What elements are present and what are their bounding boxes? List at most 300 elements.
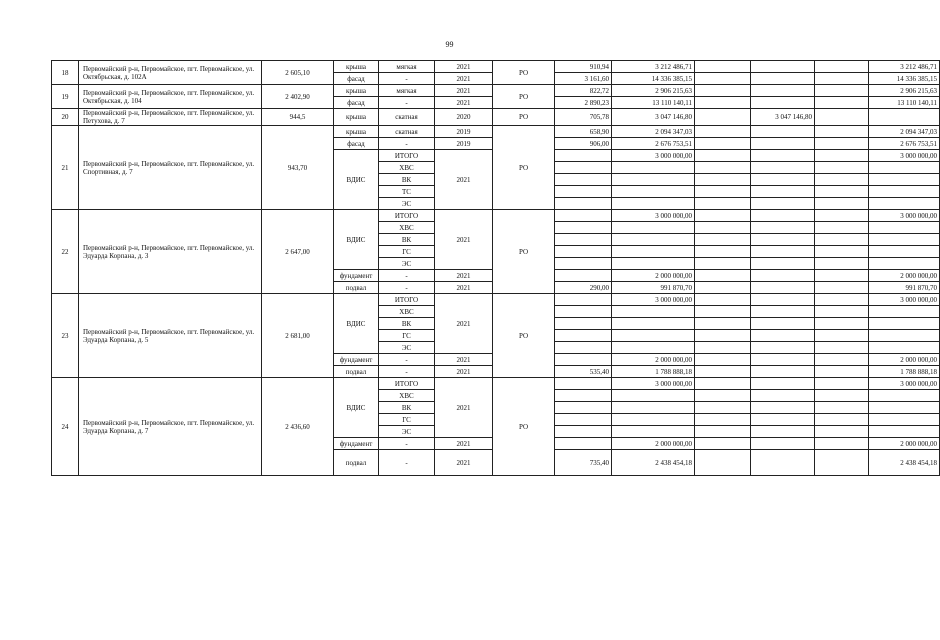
extra-cell-2	[751, 306, 815, 318]
extra-cell-1	[695, 366, 751, 378]
material-cell: -	[379, 73, 435, 85]
vdis-subsystem: ХВС	[379, 306, 435, 318]
material-cell: -	[379, 282, 435, 294]
element-cell: подвал	[334, 450, 379, 476]
total-cell: 2 906 215,63	[869, 85, 940, 97]
cost-cell: 2 906 215,63	[612, 85, 695, 97]
extra-cell-1	[695, 330, 751, 342]
fund-source-cell: РО	[493, 210, 555, 294]
total-cell	[869, 390, 940, 402]
element-cell: подвал	[334, 366, 379, 378]
volume-cell	[555, 198, 612, 210]
address-cell: Первомайский р-н, Первомайское, пгт. Первомайское, ул. Октябрьская, д. 102А	[79, 61, 262, 85]
vdis-subsystem: ИТОГО	[379, 150, 435, 162]
extra-cell-3	[815, 306, 869, 318]
vdis-subsystem: ВК	[379, 234, 435, 246]
fund-source-cell: РО	[493, 109, 555, 126]
extra-cell-1	[695, 450, 751, 476]
extra-cell-2	[751, 426, 815, 438]
extra-cell-3	[815, 61, 869, 73]
extra-cell-2	[751, 354, 815, 366]
row-number: 18	[52, 61, 79, 85]
volume-cell	[555, 150, 612, 162]
extra-cell-1	[695, 270, 751, 282]
element-cell: крыша	[334, 126, 379, 138]
extra-cell-3	[815, 73, 869, 85]
extra-cell-2	[751, 150, 815, 162]
total-cell: 2 438 454,18	[869, 450, 940, 476]
total-cell	[869, 258, 940, 270]
cost-cell: 2 000 000,00	[612, 270, 695, 282]
cost-cell	[612, 246, 695, 258]
extra-cell-1	[695, 342, 751, 354]
total-cell	[869, 174, 940, 186]
extra-cell-3	[815, 186, 869, 198]
extra-cell-2	[751, 402, 815, 414]
volume-cell	[555, 270, 612, 282]
extra-cell-1	[695, 186, 751, 198]
total-cell: 3 212 486,71	[869, 61, 940, 73]
vdis-subsystem: ИТОГО	[379, 210, 435, 222]
vdis-subsystem: ЭС	[379, 198, 435, 210]
extra-cell-1	[695, 426, 751, 438]
total-cell	[869, 246, 940, 258]
extra-cell-1	[695, 198, 751, 210]
extra-cell-1	[695, 258, 751, 270]
year-cell: 2021	[435, 450, 493, 476]
element-cell: подвал	[334, 282, 379, 294]
area-cell: 2 402,90	[262, 85, 334, 109]
element-cell: фасад	[334, 138, 379, 150]
area-cell: 2 681,00	[262, 294, 334, 378]
total-cell	[869, 426, 940, 438]
volume-cell	[555, 210, 612, 222]
vdis-subsystem: ЭС	[379, 258, 435, 270]
total-cell	[869, 162, 940, 174]
volume-cell: 910,94	[555, 61, 612, 73]
volume-cell: 3 161,60	[555, 73, 612, 85]
total-cell: 991 870,70	[869, 282, 940, 294]
table-row	[52, 109, 940, 126]
material-cell: мягкая	[379, 85, 435, 97]
row-number: 20	[52, 109, 79, 126]
vdis-label: ВДИС	[334, 294, 379, 354]
total-cell: 2 000 000,00	[869, 270, 940, 282]
table-row	[52, 85, 940, 97]
table-row	[52, 294, 940, 306]
extra-cell-3	[815, 294, 869, 306]
fund-source-cell: РО	[493, 378, 555, 476]
volume-cell: 705,78	[555, 109, 612, 126]
capital-repair-table	[51, 60, 940, 476]
volume-cell	[555, 414, 612, 426]
extra-cell-3	[815, 450, 869, 476]
fund-source-cell: РО	[493, 126, 555, 210]
cost-cell	[612, 162, 695, 174]
volume-cell	[555, 306, 612, 318]
extra-cell-3	[815, 270, 869, 282]
extra-cell-2	[751, 61, 815, 73]
material-cell: скатная	[379, 126, 435, 138]
cost-cell: 3 000 000,00	[612, 294, 695, 306]
extra-cell-3	[815, 97, 869, 109]
extra-cell-3	[815, 85, 869, 97]
total-cell	[869, 414, 940, 426]
volume-cell: 735,40	[555, 450, 612, 476]
extra-cell-2	[751, 294, 815, 306]
extra-cell-2	[751, 162, 815, 174]
extra-cell-3	[815, 258, 869, 270]
address-cell: Первомайский р-н, Первомайское, пгт. Первомайское, ул. Спортивная, д. 7	[79, 126, 262, 210]
volume-cell	[555, 294, 612, 306]
total-cell	[869, 198, 940, 210]
extra-cell-3	[815, 318, 869, 330]
material-cell: -	[379, 438, 435, 450]
volume-cell	[555, 438, 612, 450]
cost-cell	[612, 306, 695, 318]
volume-cell: 290,00	[555, 282, 612, 294]
element-cell: фундамент	[334, 438, 379, 450]
table-row	[52, 378, 940, 390]
year-cell: 2021	[435, 61, 493, 73]
vdis-subsystem: ТС	[379, 186, 435, 198]
row-number: 23	[52, 294, 79, 378]
element-cell: фундамент	[334, 354, 379, 366]
cost-cell	[612, 198, 695, 210]
year-cell: 2021	[435, 438, 493, 450]
extra-cell-2	[751, 198, 815, 210]
table-row	[52, 210, 940, 222]
cost-cell: 3 000 000,00	[612, 150, 695, 162]
extra-cell-1	[695, 378, 751, 390]
material-cell: -	[379, 97, 435, 109]
cost-cell	[612, 258, 695, 270]
volume-cell	[555, 426, 612, 438]
year-cell: 2021	[435, 97, 493, 109]
year-cell: 2021	[435, 366, 493, 378]
cost-cell: 2 438 454,18	[612, 450, 695, 476]
area-cell: 944,5	[262, 109, 334, 126]
vdis-label: ВДИС	[334, 378, 379, 438]
element-cell: крыша	[334, 109, 379, 126]
extra-cell-2	[751, 330, 815, 342]
cost-cell	[612, 186, 695, 198]
volume-cell	[555, 378, 612, 390]
cost-cell	[612, 318, 695, 330]
total-cell	[869, 306, 940, 318]
volume-cell: 535,40	[555, 366, 612, 378]
vdis-year: 2021	[435, 150, 493, 210]
volume-cell	[555, 222, 612, 234]
cost-cell: 2 676 753,51	[612, 138, 695, 150]
volume-cell	[555, 330, 612, 342]
vdis-subsystem: ВК	[379, 174, 435, 186]
volume-cell	[555, 402, 612, 414]
total-cell	[869, 222, 940, 234]
row-number: 24	[52, 378, 79, 476]
extra-cell-1	[695, 438, 751, 450]
extra-cell-3	[815, 426, 869, 438]
extra-cell-2	[751, 390, 815, 402]
extra-cell-2	[751, 366, 815, 378]
cost-cell	[612, 234, 695, 246]
vdis-year: 2021	[435, 378, 493, 438]
extra-cell-3	[815, 210, 869, 222]
fund-source-cell: РО	[493, 85, 555, 109]
extra-cell-2	[751, 378, 815, 390]
row-number: 22	[52, 210, 79, 294]
total-cell	[869, 342, 940, 354]
cost-cell	[612, 330, 695, 342]
row-number: 21	[52, 126, 79, 210]
cost-cell: 3 212 486,71	[612, 61, 695, 73]
year-cell: 2019	[435, 138, 493, 150]
material-cell: -	[379, 138, 435, 150]
extra-cell-1	[695, 85, 751, 97]
extra-cell-2	[751, 73, 815, 85]
year-cell: 2021	[435, 85, 493, 97]
extra-cell-3	[815, 414, 869, 426]
extra-cell-1	[695, 402, 751, 414]
address-cell: Первомайский р-н, Первомайское, пгт. Первомайское, ул. Октябрьская, д. 104	[79, 85, 262, 109]
element-cell: крыша	[334, 61, 379, 73]
total-cell: 2 676 753,51	[869, 138, 940, 150]
extra-cell-1	[695, 414, 751, 426]
extra-cell-3	[815, 354, 869, 366]
extra-cell-2	[751, 85, 815, 97]
fund-source-cell: РО	[493, 61, 555, 85]
extra-cell-1	[695, 126, 751, 138]
extra-cell-2	[751, 222, 815, 234]
total-cell: 2 000 000,00	[869, 438, 940, 450]
extra-cell-3	[815, 162, 869, 174]
vdis-subsystem: ВК	[379, 318, 435, 330]
volume-cell: 822,72	[555, 85, 612, 97]
cost-cell	[612, 402, 695, 414]
total-cell: 1 788 888,18	[869, 366, 940, 378]
extra-cell-2	[751, 342, 815, 354]
extra-cell-3	[815, 222, 869, 234]
material-cell: -	[379, 270, 435, 282]
vdis-label: ВДИС	[334, 150, 379, 210]
extra-cell-2	[751, 318, 815, 330]
area-cell: 2 436,60	[262, 378, 334, 476]
volume-cell	[555, 162, 612, 174]
volume-cell	[555, 318, 612, 330]
extra-cell-3	[815, 342, 869, 354]
cost-cell: 3 000 000,00	[612, 210, 695, 222]
extra-cell-2	[751, 414, 815, 426]
vdis-subsystem: ЭС	[379, 426, 435, 438]
cost-cell: 14 336 385,15	[612, 73, 695, 85]
extra-cell-3	[815, 109, 869, 126]
total-cell: 13 110 140,11	[869, 97, 940, 109]
extra-cell-1	[695, 282, 751, 294]
total-cell	[869, 318, 940, 330]
element-cell: фундамент	[334, 270, 379, 282]
area-cell: 2 605,10	[262, 61, 334, 85]
vdis-year: 2021	[435, 294, 493, 354]
year-cell: 2020	[435, 109, 493, 126]
extra-cell-3	[815, 282, 869, 294]
vdis-subsystem: ИТОГО	[379, 294, 435, 306]
extra-cell-3	[815, 378, 869, 390]
extra-cell-1	[695, 138, 751, 150]
vdis-label: ВДИС	[334, 210, 379, 270]
extra-cell-2	[751, 270, 815, 282]
cost-cell	[612, 174, 695, 186]
vdis-year: 2021	[435, 210, 493, 270]
volume-cell: 658,90	[555, 126, 612, 138]
extra-cell-3	[815, 150, 869, 162]
area-cell: 943,70	[262, 126, 334, 210]
volume-cell	[555, 246, 612, 258]
cost-cell	[612, 342, 695, 354]
extra-cell-1	[695, 174, 751, 186]
extra-cell-2	[751, 138, 815, 150]
extra-cell-3	[815, 138, 869, 150]
extra-cell-1	[695, 390, 751, 402]
extra-cell-2	[751, 210, 815, 222]
year-cell: 2021	[435, 270, 493, 282]
total-cell	[869, 186, 940, 198]
cost-cell	[612, 390, 695, 402]
area-cell: 2 647,00	[262, 210, 334, 294]
vdis-subsystem: ВК	[379, 402, 435, 414]
volume-cell	[555, 354, 612, 366]
material-cell: -	[379, 366, 435, 378]
extra-cell-2	[751, 174, 815, 186]
extra-cell-2	[751, 258, 815, 270]
total-cell	[869, 109, 940, 126]
extra-cell-1	[695, 210, 751, 222]
extra-cell-1	[695, 162, 751, 174]
extra-cell-2	[751, 450, 815, 476]
cost-cell: 13 110 140,11	[612, 97, 695, 109]
material-cell: -	[379, 450, 435, 476]
cost-cell: 3 047 146,80	[612, 109, 695, 126]
vdis-subsystem: ХВС	[379, 390, 435, 402]
total-cell: 14 336 385,15	[869, 73, 940, 85]
extra-cell-1	[695, 61, 751, 73]
cost-cell	[612, 222, 695, 234]
material-cell: -	[379, 354, 435, 366]
cost-cell: 3 000 000,00	[612, 378, 695, 390]
table-row	[52, 126, 940, 138]
extra-cell-1	[695, 246, 751, 258]
vdis-subsystem: ГС	[379, 246, 435, 258]
address-cell: Первомайский р-н, Первомайское, пгт. Первомайское, ул. Эдуарда Корпана, д. 3	[79, 210, 262, 294]
extra-cell-2	[751, 97, 815, 109]
element-cell: крыша	[334, 85, 379, 97]
total-cell	[869, 330, 940, 342]
extra-cell-2	[751, 246, 815, 258]
total-cell: 3 000 000,00	[869, 210, 940, 222]
extra-cell-3	[815, 438, 869, 450]
vdis-subsystem: ХВС	[379, 162, 435, 174]
extra-cell-2	[751, 234, 815, 246]
year-cell: 2021	[435, 73, 493, 85]
extra-cell-3	[815, 198, 869, 210]
total-cell: 3 000 000,00	[869, 294, 940, 306]
extra-cell-2	[751, 126, 815, 138]
volume-cell	[555, 234, 612, 246]
address-cell: Первомайский р-н, Первомайское, пгт. Первомайское, ул. Петухова, д. 7	[79, 109, 262, 126]
volume-cell	[555, 186, 612, 198]
extra-cell-1	[695, 150, 751, 162]
cost-cell: 991 870,70	[612, 282, 695, 294]
volume-cell	[555, 258, 612, 270]
row-number: 19	[52, 85, 79, 109]
volume-cell	[555, 342, 612, 354]
extra-cell-3	[815, 366, 869, 378]
vdis-subsystem: ЭС	[379, 342, 435, 354]
vdis-subsystem: ИТОГО	[379, 378, 435, 390]
cost-cell	[612, 414, 695, 426]
total-cell	[869, 402, 940, 414]
extra-cell-2	[751, 438, 815, 450]
total-cell: 3 000 000,00	[869, 150, 940, 162]
extra-cell-1	[695, 294, 751, 306]
vdis-subsystem: ГС	[379, 330, 435, 342]
cost-cell: 1 788 888,18	[612, 366, 695, 378]
vdis-subsystem: ГС	[379, 414, 435, 426]
cost-cell: 2 094 347,03	[612, 126, 695, 138]
extra-cell-2: 3 047 146,80	[751, 109, 815, 126]
material-cell: мягкая	[379, 61, 435, 73]
extra-cell-3	[815, 330, 869, 342]
element-cell: фасад	[334, 97, 379, 109]
extra-cell-2	[751, 282, 815, 294]
extra-cell-1	[695, 97, 751, 109]
extra-cell-3	[815, 234, 869, 246]
extra-cell-3	[815, 402, 869, 414]
extra-cell-1	[695, 318, 751, 330]
total-cell	[869, 234, 940, 246]
year-cell: 2021	[435, 282, 493, 294]
volume-cell: 906,00	[555, 138, 612, 150]
table-row	[52, 61, 940, 73]
extra-cell-3	[815, 174, 869, 186]
year-cell: 2019	[435, 126, 493, 138]
extra-cell-1	[695, 306, 751, 318]
extra-cell-1	[695, 109, 751, 126]
total-cell: 3 000 000,00	[869, 378, 940, 390]
material-cell: скатная	[379, 109, 435, 126]
extra-cell-1	[695, 222, 751, 234]
year-cell: 2021	[435, 354, 493, 366]
total-cell: 2 094 347,03	[869, 126, 940, 138]
address-cell: Первомайский р-н, Первомайское, пгт. Первомайское, ул. Эдуарда Корпана, д. 7	[79, 378, 262, 476]
extra-cell-3	[815, 390, 869, 402]
extra-cell-1	[695, 234, 751, 246]
cost-cell: 2 000 000,00	[612, 354, 695, 366]
extra-cell-1	[695, 354, 751, 366]
volume-cell	[555, 390, 612, 402]
volume-cell	[555, 174, 612, 186]
volume-cell: 2 890,23	[555, 97, 612, 109]
extra-cell-3	[815, 246, 869, 258]
total-cell: 2 000 000,00	[869, 354, 940, 366]
element-cell: фасад	[334, 73, 379, 85]
address-cell: Первомайский р-н, Первомайское, пгт. Первомайское, ул. Эдуарда Корпана, д. 5	[79, 294, 262, 378]
extra-cell-2	[751, 186, 815, 198]
page-number: 99	[445, 40, 454, 49]
extra-cell-3	[815, 126, 869, 138]
fund-source-cell: РО	[493, 294, 555, 378]
cost-cell	[612, 426, 695, 438]
vdis-subsystem: ХВС	[379, 222, 435, 234]
